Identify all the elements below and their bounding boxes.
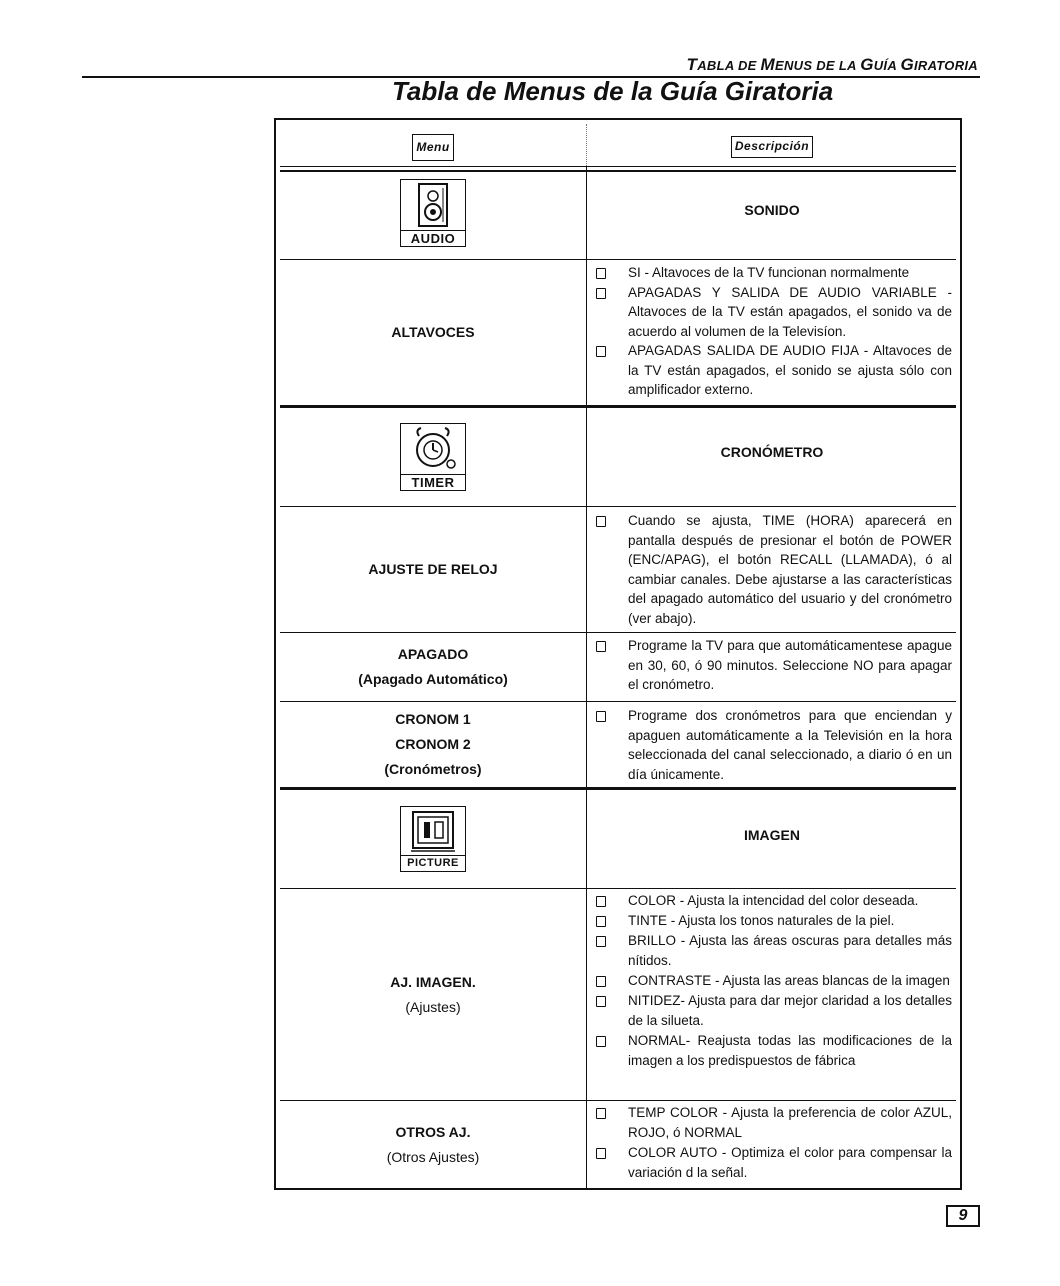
checkbox-icon — [596, 1108, 606, 1119]
page-number: 9 — [946, 1205, 980, 1227]
checkbox-icon — [596, 516, 606, 527]
table-row-otros-aj — [280, 1100, 956, 1188]
checkbox-icon — [596, 711, 606, 722]
list-item: Programe la TV para que automáticamentese apague en 30, 60, ó 90 minutos. Seleccione NO para apagar el cronómetro. — [592, 636, 952, 695]
checkbox-icon — [596, 976, 606, 987]
header-menu: Menu — [412, 134, 453, 161]
altavoces-label: ALTAVOCES — [391, 324, 475, 340]
header-description: Descripción — [731, 136, 813, 158]
checkbox-icon — [596, 288, 606, 299]
list-item: NITIDEZ- Ajusta para dar mejor claridad a los detalles de la silueta. — [592, 991, 952, 1031]
audio-icon-caption: AUDIO — [401, 230, 465, 246]
table-row-timer — [280, 405, 956, 506]
list-item: BRILLO - Ajusta las áreas oscuras para detalles más nítidos. — [592, 931, 952, 971]
checkbox-icon — [596, 268, 606, 279]
picture-icon — [400, 806, 466, 872]
altavoces-options — [592, 263, 952, 400]
list-item: Programe dos cronómetros para que enciendan y apaguen automáticamente a la Televisión en la hora seleccionada del canal seleccionado, a diario ó en un día únicamente. — [592, 706, 952, 784]
list-item: CONTRASTE - Ajusta las areas blancas de la imagen — [592, 971, 952, 991]
table-row-ajuste-reloj — [280, 506, 956, 632]
list-item: TEMP COLOR - Ajusta la preferencia de color AZUL, ROJO, ó NORMAL — [592, 1103, 952, 1143]
list-item: APAGADAS SALIDA DE AUDIO FIJA - Altavoces de la TV están apagados, el sonido se ajusta sólo con amplificador externo. — [592, 341, 952, 400]
ajuste-reloj-options — [592, 511, 952, 628]
checkbox-icon — [596, 896, 606, 907]
table-row-audio — [280, 166, 956, 259]
list-item: COLOR AUTO - Optimiza el color para compensar la variación d la señal. — [592, 1143, 952, 1183]
apagado-sublabel: (Apagado Automático) — [358, 671, 508, 687]
menu-table — [274, 118, 962, 1190]
timer-heading: CRONÓMETRO — [720, 444, 824, 460]
aj-imagen-options — [592, 891, 952, 1071]
checkbox-icon — [596, 641, 606, 652]
list-item: TINTE - Ajusta los tonos naturales de la piel. — [592, 911, 952, 931]
checkbox-icon — [596, 916, 606, 927]
list-item: NORMAL- Reajusta todas las modificaciones de la imagen a los predispuestos de fábrica — [592, 1031, 952, 1071]
list-item: SI - Altavoces de la TV funcionan normalmente — [592, 263, 952, 283]
table-row-altavoces — [280, 259, 956, 405]
checkbox-icon — [596, 936, 606, 947]
timer-icon-caption: TIMER — [401, 474, 465, 490]
audio-icon — [400, 179, 466, 247]
page-title: Tabla de Menus de la Guía Giratoria — [392, 76, 834, 106]
ajuste-reloj-label: AJUSTE DE RELOJ — [368, 561, 498, 577]
checkbox-icon — [596, 1036, 606, 1047]
otros-aj-sublabel: (Otros Ajustes) — [386, 1148, 480, 1165]
table-row-cronom — [280, 701, 956, 787]
picture-heading: IMAGEN — [744, 827, 800, 843]
timer-icon — [400, 423, 466, 491]
checkbox-icon — [596, 346, 606, 357]
table-row-apagado — [280, 632, 956, 701]
list-item: COLOR - Ajusta la intencidad del color deseada. — [592, 891, 952, 911]
table-row-picture — [280, 787, 956, 888]
list-item: APAGADAS Y SALIDA DE AUDIO VARIABLE - Altavoces de la TV están apagados, el sonido va de acuerdo al volumen de la Televisíon. — [592, 283, 952, 342]
aj-imagen-sublabel: (Ajustes) — [405, 998, 461, 1015]
table-row-aj-imagen — [280, 888, 956, 1100]
checkbox-icon — [596, 1148, 606, 1159]
otros-aj-label: OTROS AJ. — [395, 1123, 471, 1140]
cronom1-label: CRONOM 1 — [395, 711, 471, 727]
checkbox-icon — [596, 996, 606, 1007]
apagado-label: APAGADO — [397, 646, 469, 662]
aj-imagen-label: AJ. IMAGEN. — [390, 973, 476, 990]
audio-heading: SONIDO — [744, 202, 800, 218]
list-item: Cuando se ajusta, TIME (HORA) aparecerá en pantalla después de presionar el botón de POWER (ENC/APAG), el botón RECALL (LLAMADA), ó al cambiar canales. Debe ajustarse a las características del apagado automático del usuario y del cronómetro (ver abajo). — [592, 511, 952, 628]
apagado-options — [592, 636, 952, 695]
picture-icon-caption: PICTURE — [401, 855, 465, 871]
table-header — [280, 124, 956, 172]
cronom2-label: CRONOM 2 — [395, 736, 471, 752]
running-head: TABLA DE MENUS DE LA GUÍA GIRATORIA — [686, 55, 978, 74]
cronom-options — [592, 706, 952, 784]
cronom-sublabel: (Cronómetros) — [384, 761, 482, 777]
otros-aj-options — [592, 1103, 952, 1183]
